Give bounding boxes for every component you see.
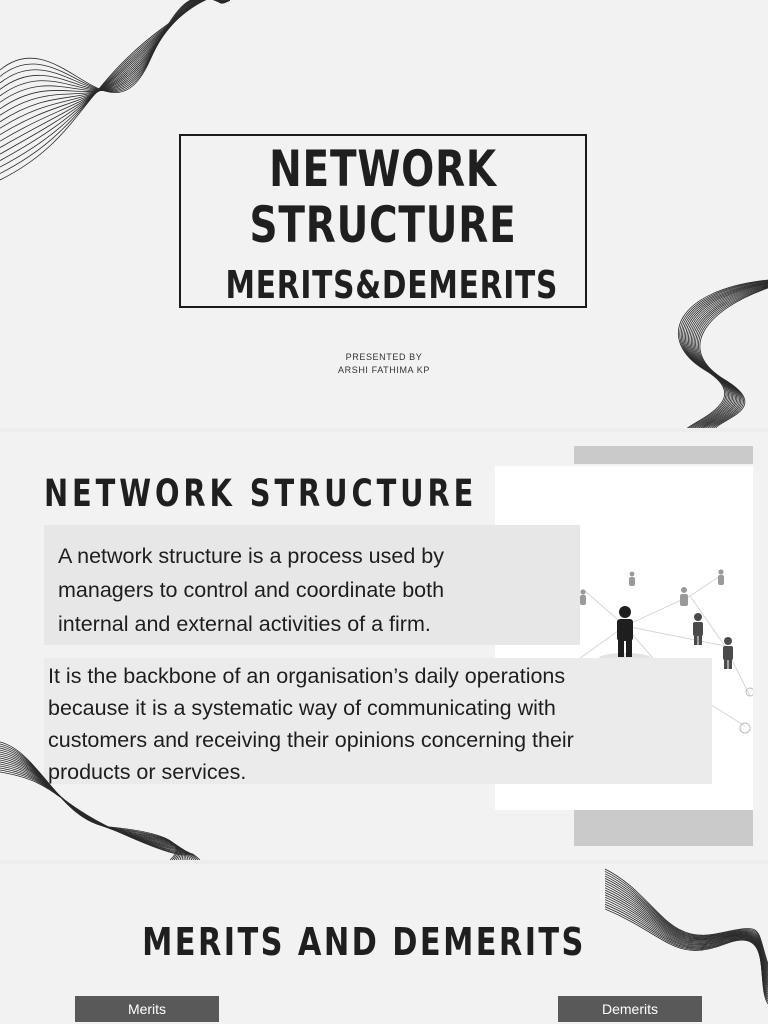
merits-heading: MERITS AND DEMERITS (142, 920, 586, 964)
demerits-tag: Demerits (558, 996, 702, 1022)
title-slide (0, 0, 768, 428)
title-line-1: NETWORK (269, 140, 497, 198)
definition-line: A network structure is a process used by (58, 544, 444, 568)
merits-tag: Merits (75, 996, 219, 1022)
detail-line: because it is a systematic way of communicating with (48, 696, 556, 720)
definition-slide (0, 432, 768, 860)
definition-line: internal and external activities of a firm. (58, 612, 431, 636)
detail-line: It is the backbone of an organisation’s daily operations (48, 664, 566, 688)
photo-frame-bottom (574, 810, 753, 846)
decorative-wave-right (655, 270, 768, 428)
subtitle: MERITS&DEMERITS (225, 263, 559, 307)
title-line-2: STRUCTURE (249, 196, 517, 254)
presented-by-label: PRESENTED BY (345, 352, 423, 362)
section-heading: NETWORK STRUCTURE (44, 472, 478, 515)
decorative-wave-bottom-left (0, 732, 210, 860)
definition-box (44, 525, 580, 645)
photo-frame-top (574, 446, 753, 464)
definition-line: managers to control and coordinate both (58, 578, 445, 602)
presenter-name: ARSHI FATHIMA KP (338, 365, 430, 375)
merits-slide (0, 864, 768, 1024)
detail-line: products or services. (48, 760, 247, 784)
detail-line: customers and receiving their opinions concerning their (48, 728, 574, 752)
title-box (179, 134, 587, 308)
